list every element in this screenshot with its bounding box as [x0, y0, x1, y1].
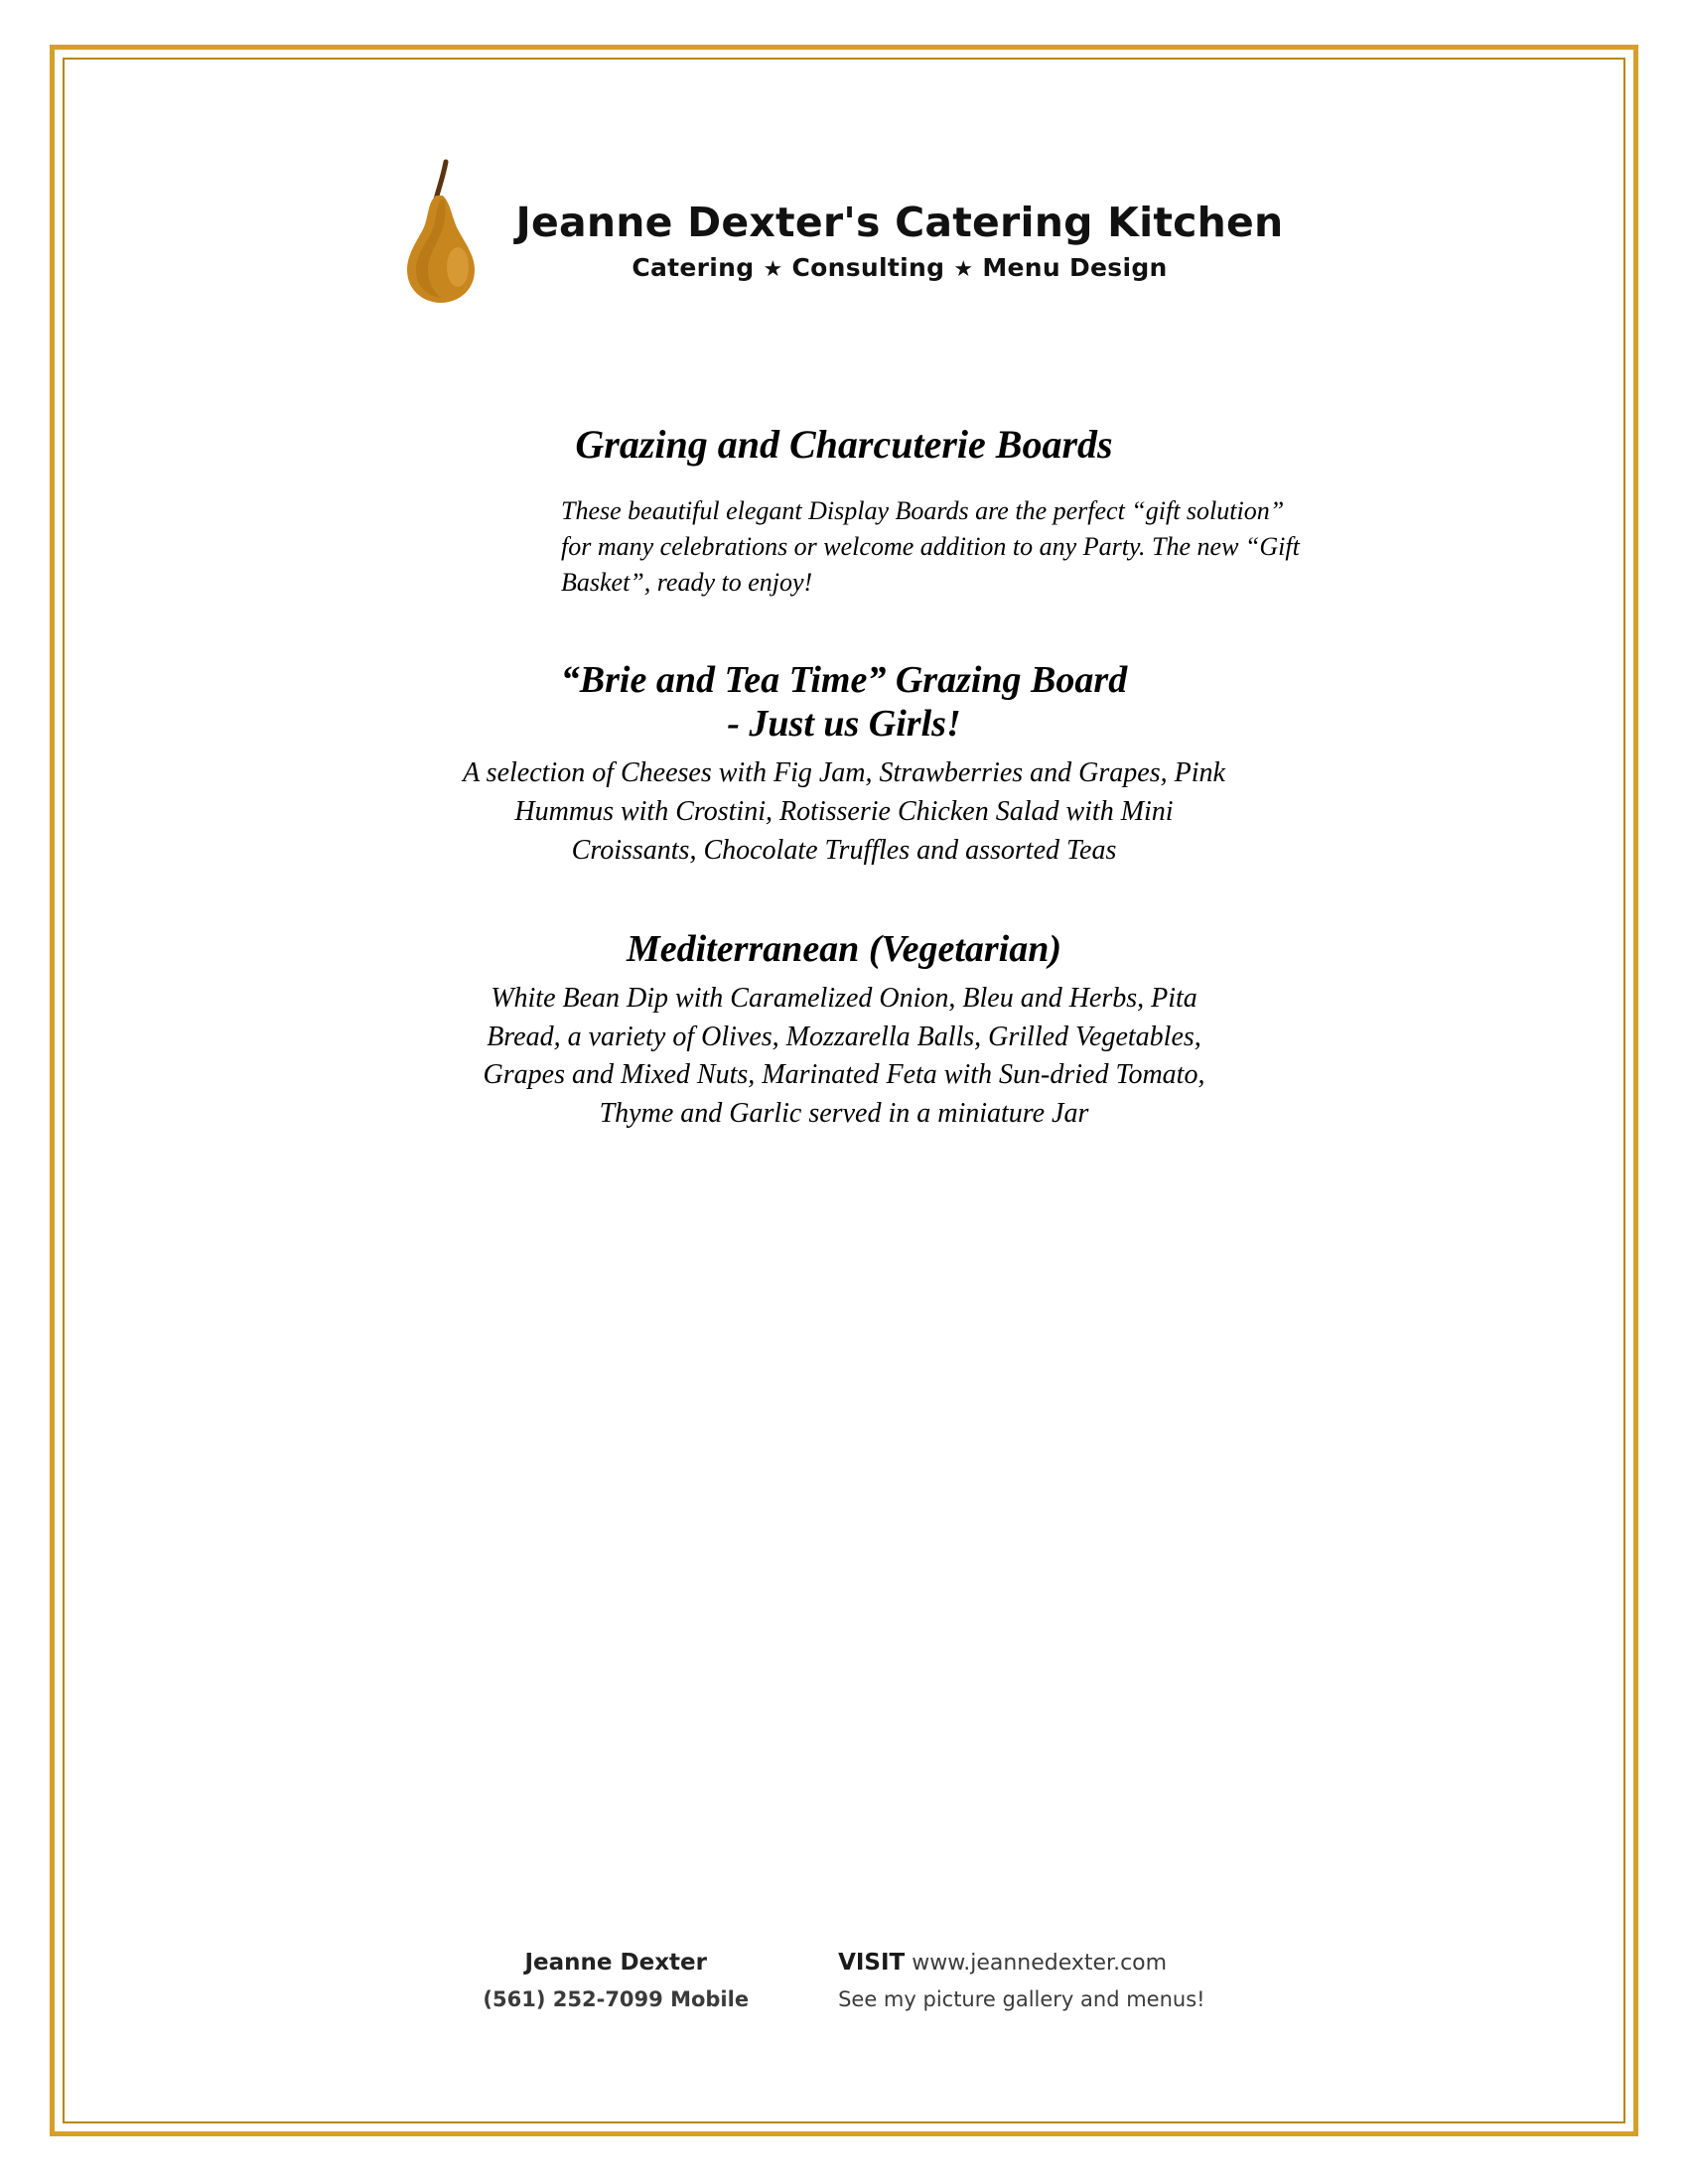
page-content: [79, 74, 1609, 2107]
footer-visit-label: VISIT: [838, 1950, 906, 1976]
menu-block-description: White Bean Dip with Caramelized Onion, Bleu and Herbs, Pita Bread, a variety of Olives, Mozzarella Balls, Grilled Vegetables, Grapes and Mixed Nuts, Marinated Feta with Sun-dried Tomato, Thyme and Garlic served in a miniature Jar: [483, 982, 1205, 1129]
menu-block-mediterranean: [79, 927, 1609, 1133]
menu-block-title-line2: - Just us Girls!: [727, 703, 961, 746]
letterhead: [79, 144, 1609, 313]
brand-tagline: [632, 253, 1167, 282]
page-title: Grazing and Charcuterie Boards: [575, 422, 1113, 467]
star-icon-1: ★: [763, 257, 783, 283]
menu-block-title: [79, 927, 1609, 972]
brand-name: Jeanne Dexter's Catering Kitchen: [515, 198, 1284, 246]
footer-website-link[interactable]: www.jeannedexter.com: [912, 1951, 1168, 1976]
logo-row: [389, 144, 1284, 313]
footer-name: Jeanne Dexter: [524, 1950, 707, 1976]
page-footer: [79, 1948, 1609, 2011]
menu-block-title-line1: “Brie and Tea Time” Grazing Board: [560, 658, 1128, 701]
intro-paragraph-wrap: [362, 493, 1326, 601]
footer-phone: (561) 252-7099 Mobile: [483, 1987, 750, 2011]
menu-block-title: [79, 658, 1609, 748]
footer-visit-line: [838, 1950, 1205, 1976]
pear-icon: [389, 144, 498, 313]
tagline-consulting: Consulting: [791, 253, 945, 283]
footer-gallery-note: See my picture gallery and menus!: [838, 1987, 1205, 2011]
footer-website-block: [838, 1948, 1205, 2011]
menu-block-title-line1: Mediterranean (Vegetarian): [626, 928, 1062, 971]
tagline-menu-design: Menu Design: [982, 253, 1168, 283]
document-body: [79, 422, 1609, 1133]
intro-paragraph: These beautiful elegant Display Boards are the perfect “gift solution” for many celebrations or welcome addition to any Party. The new “Gift Basket”, ready to enjoy!: [561, 496, 1300, 597]
star-icon-2: ★: [953, 257, 974, 283]
footer-contact: [483, 1948, 749, 2011]
menu-block-description: A selection of Cheeses with Fig Jam, Strawberries and Grapes, Pink Hummus with Crostini, Rotisserie Chicken Salad with Mini Croissants, Chocolate Truffles and assorted Teas: [463, 757, 1225, 866]
menu-block-brie-and-tea-time: [79, 658, 1609, 871]
brand-block: [516, 175, 1284, 282]
tagline-catering: Catering: [632, 253, 755, 283]
